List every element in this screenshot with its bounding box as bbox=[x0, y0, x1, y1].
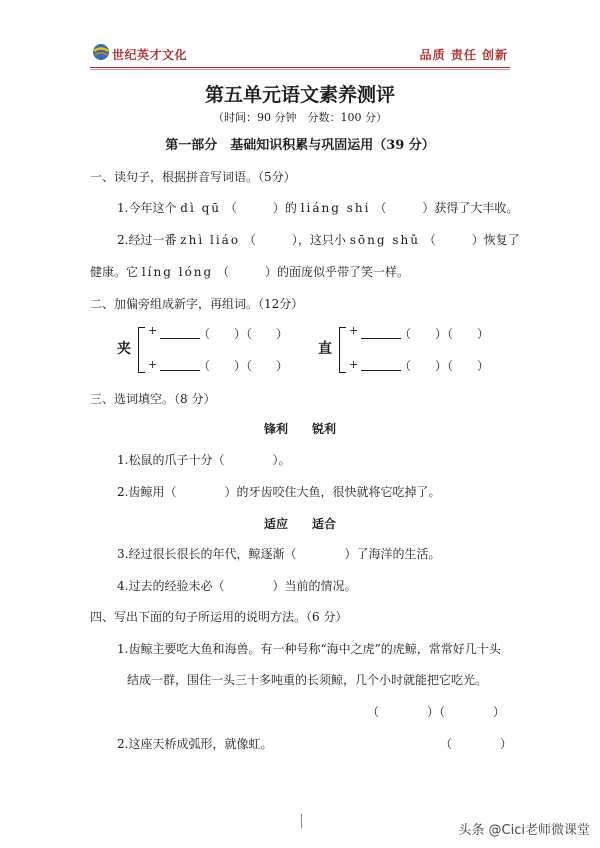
blank-line bbox=[160, 370, 200, 371]
globe-logo-icon bbox=[91, 42, 111, 62]
question-4-1-line2: 结成一群，围住一头三十多吨重的长须鲸，几个小时就能把它吃光。 bbox=[127, 673, 488, 687]
text: （ ）恢复了 bbox=[423, 233, 520, 247]
page-title: 第五单元语文素养测评 bbox=[204, 84, 395, 106]
brand-name: 世纪英才文化 bbox=[112, 48, 188, 62]
answer-blanks: （ ）（ ） bbox=[198, 327, 289, 341]
pinyin: sōng shǔ bbox=[349, 233, 420, 247]
answer-blanks: （ ）（ ） bbox=[367, 705, 506, 719]
pinyin: dì qū bbox=[180, 201, 222, 215]
plus-sign: + bbox=[349, 324, 359, 337]
page-marker bbox=[301, 814, 302, 828]
exam-info: （时间：90 分钟 分数：100 分） bbox=[213, 111, 387, 124]
text: 1.今年这个 bbox=[117, 201, 177, 215]
part-title: 第一部分 基础知识积累与巩固运用（39 分） bbox=[165, 138, 435, 153]
question-3-4: 4.过去的经验未必（ ）当前的情况。 bbox=[117, 579, 357, 593]
question-4-2: 2.这座天桥成弧形，就像虹。 bbox=[117, 737, 273, 751]
answer-blanks: （ ）（ ） bbox=[399, 327, 490, 341]
answer-blank: （ ） bbox=[440, 737, 513, 751]
question-1-1 bbox=[117, 199, 518, 216]
brace bbox=[339, 327, 346, 373]
question-1-2-cont bbox=[90, 263, 409, 280]
header-divider bbox=[90, 67, 510, 68]
section-4-heading: 四、写出下面的句子所运用的说明方法。（6 分） bbox=[90, 610, 348, 624]
word-pair-2: 适应 适合 bbox=[263, 517, 336, 531]
plus-sign: + bbox=[148, 358, 158, 371]
answer-blanks: （ ）（ ） bbox=[399, 359, 490, 373]
watermark: 头条 @Cici老师微课堂 bbox=[458, 823, 590, 838]
text: 健康。它 bbox=[90, 265, 139, 279]
pinyin: zhì liáo bbox=[180, 233, 241, 247]
section-3-heading: 三、选词填空。（8 分） bbox=[90, 392, 216, 406]
plus-sign: + bbox=[349, 358, 359, 371]
question-1-2 bbox=[117, 231, 520, 248]
pinyin: líng lóng bbox=[141, 265, 214, 279]
blank-line bbox=[361, 370, 401, 371]
base-char-2: 直 bbox=[318, 341, 332, 357]
answer-blanks: （ ）（ ） bbox=[198, 359, 289, 373]
text: （ ）的 bbox=[224, 201, 297, 215]
text: （ ）的面庞似乎带了笑一样。 bbox=[217, 265, 410, 279]
section-1-heading: 一、读句子，根据拼音写词语。（5分） bbox=[90, 170, 296, 184]
blank-line bbox=[160, 338, 200, 339]
brace bbox=[138, 327, 145, 373]
brand-slogan: 品质 责任 创新 bbox=[419, 48, 508, 62]
question-3-1: 1.松鼠的爪子十分（ ）。 bbox=[117, 453, 291, 467]
header-divider-thin bbox=[90, 69, 510, 70]
blank-line bbox=[361, 338, 401, 339]
base-char-1: 夹 bbox=[117, 341, 131, 357]
text: 2.经过一番 bbox=[117, 233, 177, 247]
question-3-2: 2.齿鲸用（ ）的牙齿咬住大鱼，很快就将它吃掉了。 bbox=[117, 485, 441, 499]
text: （ ）获得了大丰收。 bbox=[374, 201, 519, 215]
plus-sign: + bbox=[148, 324, 158, 337]
question-3-3: 3.经过很长很长的年代，鲸逐渐（ ）了海洋的生活。 bbox=[117, 547, 441, 561]
pinyin: liáng shi bbox=[300, 201, 371, 215]
section-2-heading: 二、加偏旁组成新字，再组词。（12分） bbox=[90, 297, 304, 311]
text: （ ），这只小 bbox=[243, 233, 346, 247]
word-pair-1: 锋利 锐利 bbox=[263, 422, 336, 436]
question-4-1-line1: 1.齿鲸主要吃大鱼和海兽。有一种号称“海中之虎”的虎鲸，常常好几十头 bbox=[117, 642, 501, 656]
